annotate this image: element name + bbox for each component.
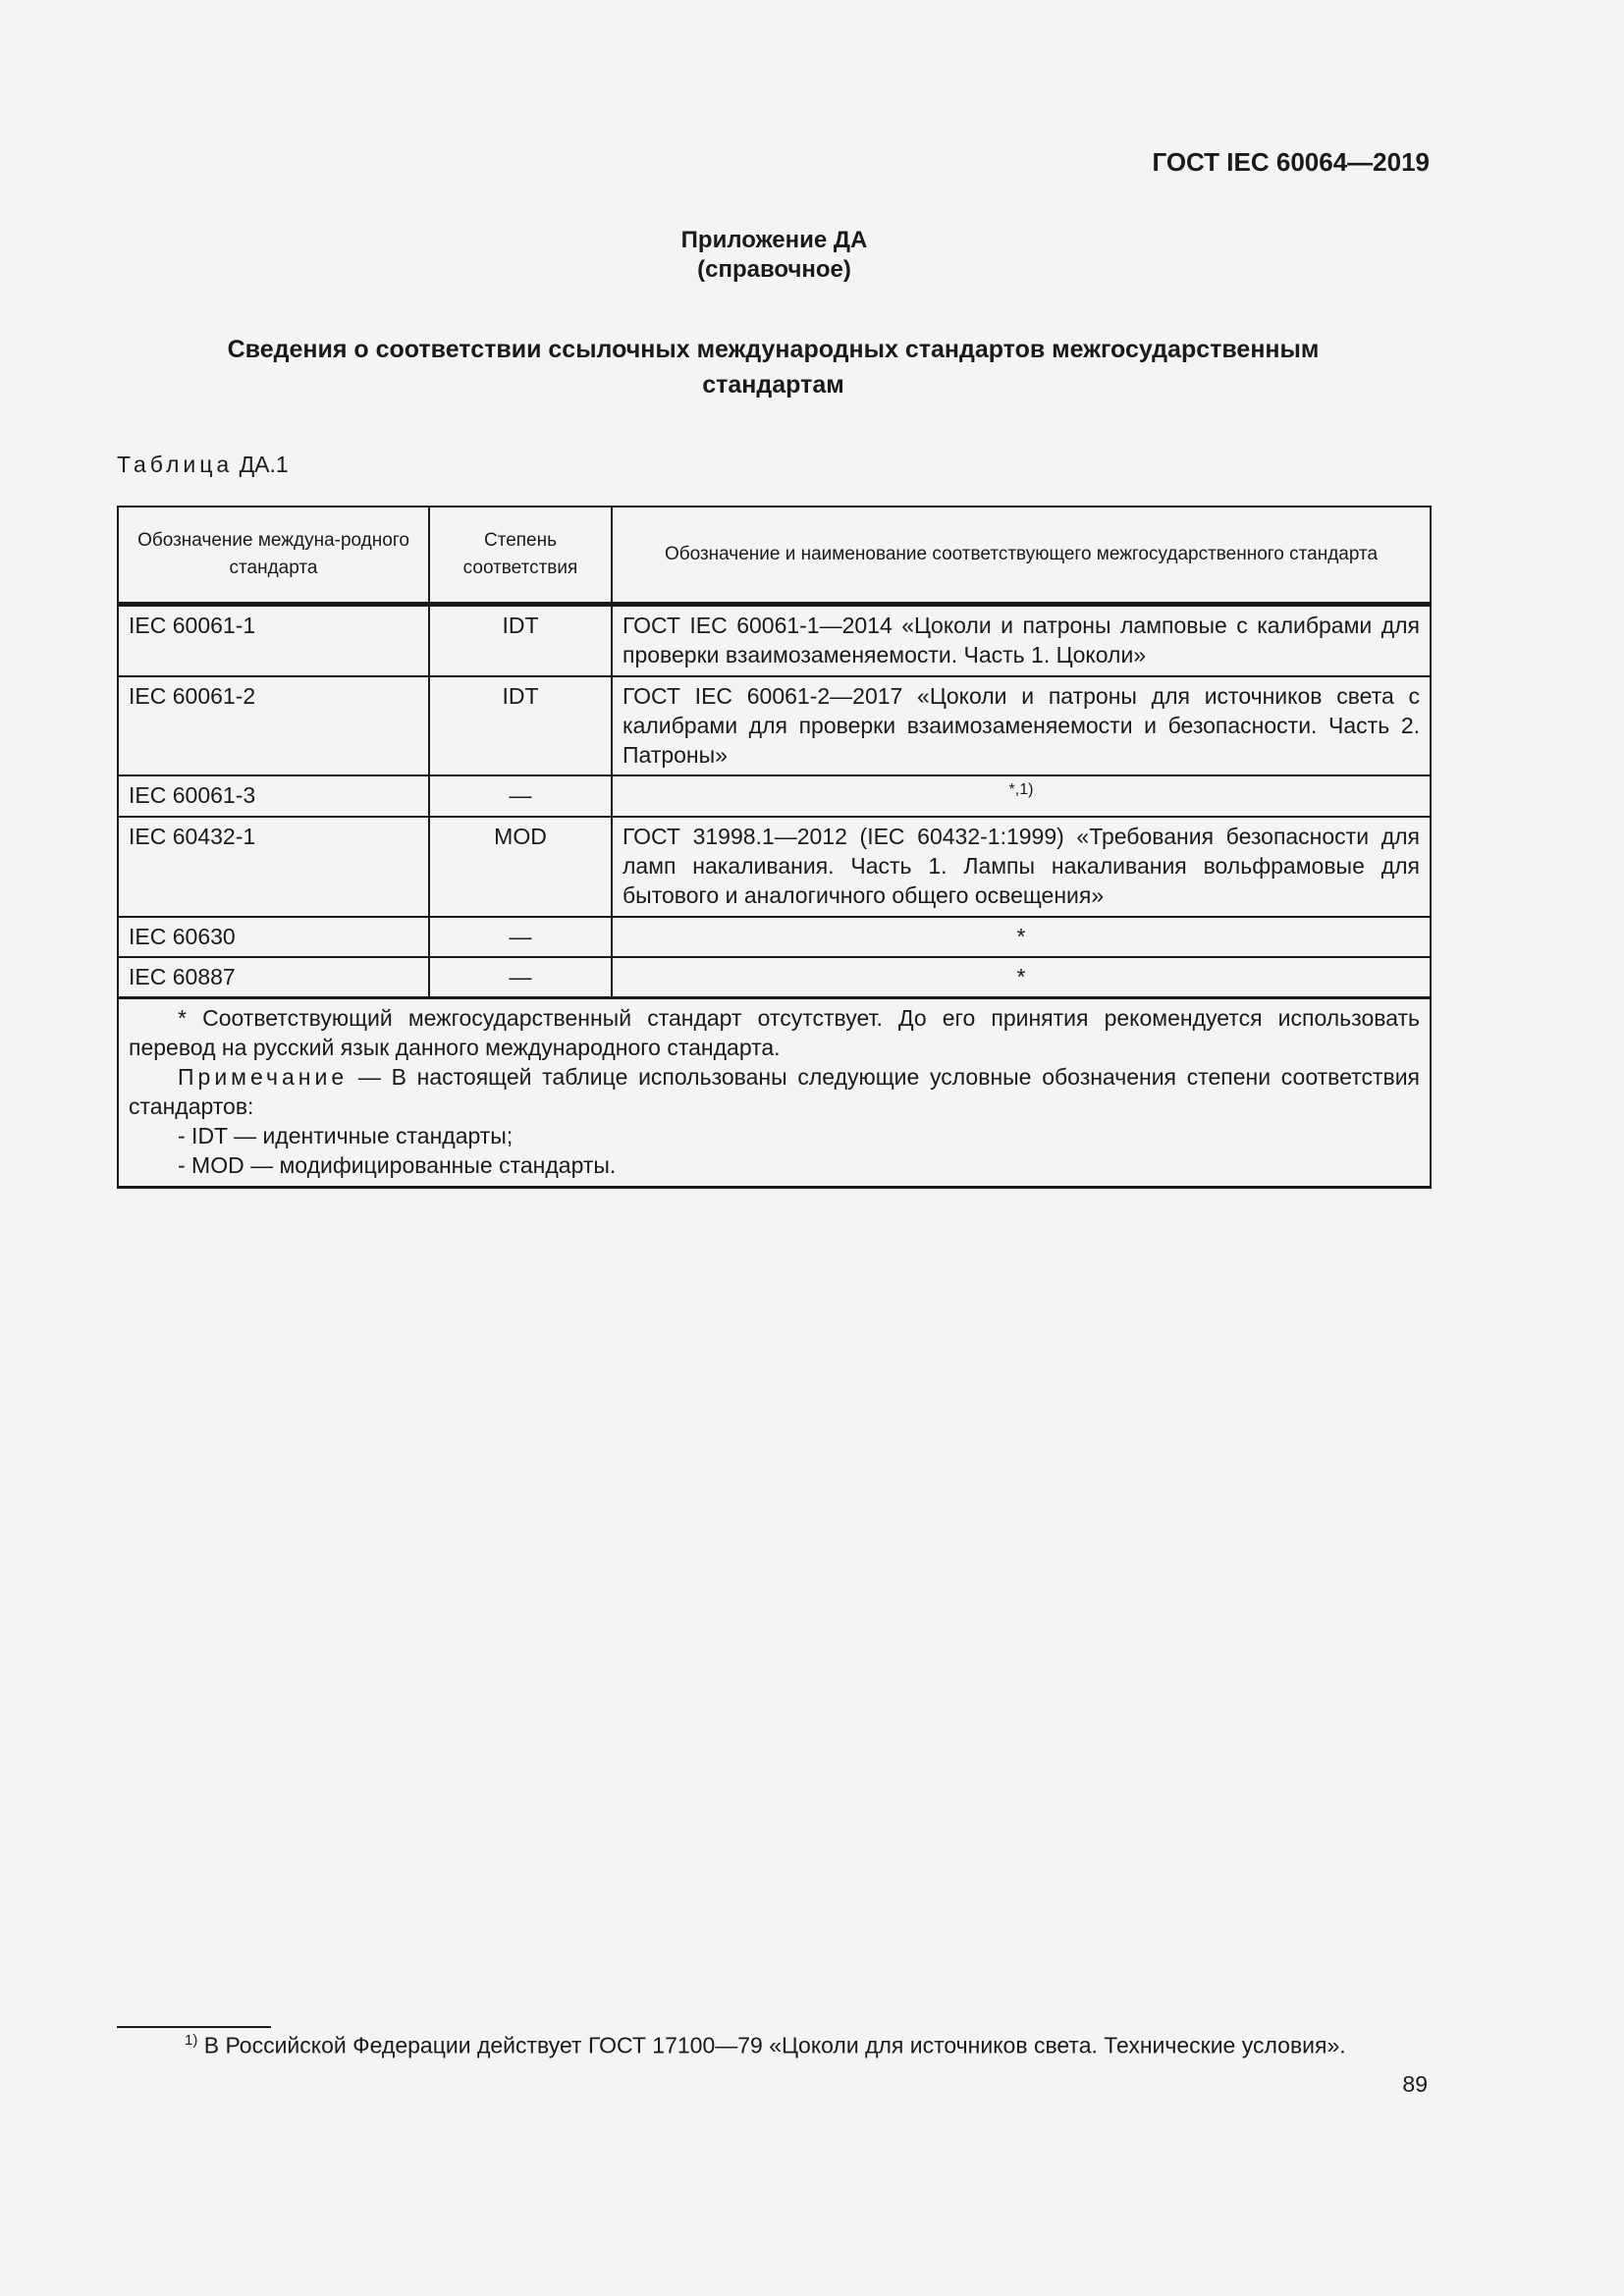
degree: MOD xyxy=(429,817,612,917)
degree: IDT xyxy=(429,676,612,775)
correspondence-table xyxy=(117,506,1432,1189)
table-row xyxy=(118,817,1431,917)
intl-standard: IEC 60061-2 xyxy=(118,676,429,775)
national-standard: *,1) xyxy=(612,775,1431,817)
document-code: ГОСТ IEC 60064—2019 xyxy=(1152,147,1430,177)
table-label-word: Таблица xyxy=(117,452,234,477)
note-text: — В настоящей таблице использованы следующие условные обозначения степени соответствия стандартов: xyxy=(129,1064,1420,1119)
table-label xyxy=(117,452,289,478)
degree: IDT xyxy=(429,606,612,676)
table-row xyxy=(118,676,1431,775)
national-standard: * xyxy=(612,917,1431,957)
table-row xyxy=(118,957,1431,998)
appendix-subtitle: (справочное) xyxy=(697,256,851,283)
national-standard: ГОСТ 31998.1—2012 (IEC 60432-1:1999) «Требования безопасности для ламп накаливания. Часть 1. Лампы накаливания вольфрамовые для бытового и аналогичного общего освещения» xyxy=(612,817,1431,917)
national-standard: ГОСТ IEC 60061-1—2014 «Цоколи и патроны ламповые с калибрами для проверки взаимозаменяемости. Часть 1. Цоколи» xyxy=(612,606,1431,676)
note-paragraph xyxy=(129,1062,1420,1121)
table-row xyxy=(118,917,1431,957)
intl-standard: IEC 60887 xyxy=(118,957,429,998)
table-row xyxy=(118,606,1431,676)
table-notes-row xyxy=(118,998,1431,1188)
column-header: Обозначение междуна-родного стандарта xyxy=(118,507,429,603)
intl-standard: IEC 60432-1 xyxy=(118,817,429,917)
section-heading xyxy=(117,332,1430,402)
table-row xyxy=(118,775,1431,817)
note-idt: - IDT — идентичные стандарты; xyxy=(178,1123,514,1148)
table-header-row xyxy=(118,507,1431,603)
asterisk-note: * Соответствующий межгосударственный стандарт отсутствует. До его принятия рекомендуется использовать перевод на русский язык данного международного стандарта. xyxy=(129,1005,1420,1060)
degree: — xyxy=(429,775,612,817)
footnote xyxy=(185,2032,1346,2059)
national-standard: * xyxy=(612,957,1431,998)
footnote-separator xyxy=(117,2026,271,2028)
note-mod: - MOD — модифицированные стандарты. xyxy=(178,1152,617,1178)
degree: — xyxy=(429,917,612,957)
intl-standard: IEC 60061-1 xyxy=(118,606,429,676)
national-standard: ГОСТ IEC 60061-2—2017 «Цоколи и патроны для источников света с калибрами для проверки взаимозаменяемости и безопасности. Часть 2. Патроны» xyxy=(612,676,1431,775)
intl-standard: IEC 60061-3 xyxy=(118,775,429,817)
column-header: Степень соответствия xyxy=(429,507,612,603)
page-number: 89 xyxy=(1402,2071,1428,2097)
appendix-label: Приложение ДА xyxy=(680,227,868,253)
footnote-mark: 1) xyxy=(185,2032,198,2049)
column-header: Обозначение и наименование соответствующего межгосударственного стандарта xyxy=(612,507,1431,603)
heading-line: Сведения о соответствии ссылочных международных стандартов межгосударственным xyxy=(227,336,1320,363)
appendix-title xyxy=(0,226,1548,285)
degree: — xyxy=(429,957,612,998)
intl-standard: IEC 60630 xyxy=(118,917,429,957)
footnote-text: В Российской Федерации действует ГОСТ 17100—79 «Цоколи для источников света. Технические условия». xyxy=(197,2032,1346,2058)
table-label-number: ДА.1 xyxy=(239,452,289,477)
note-label: Примечание xyxy=(178,1064,349,1090)
heading-line: стандартам xyxy=(702,371,844,399)
